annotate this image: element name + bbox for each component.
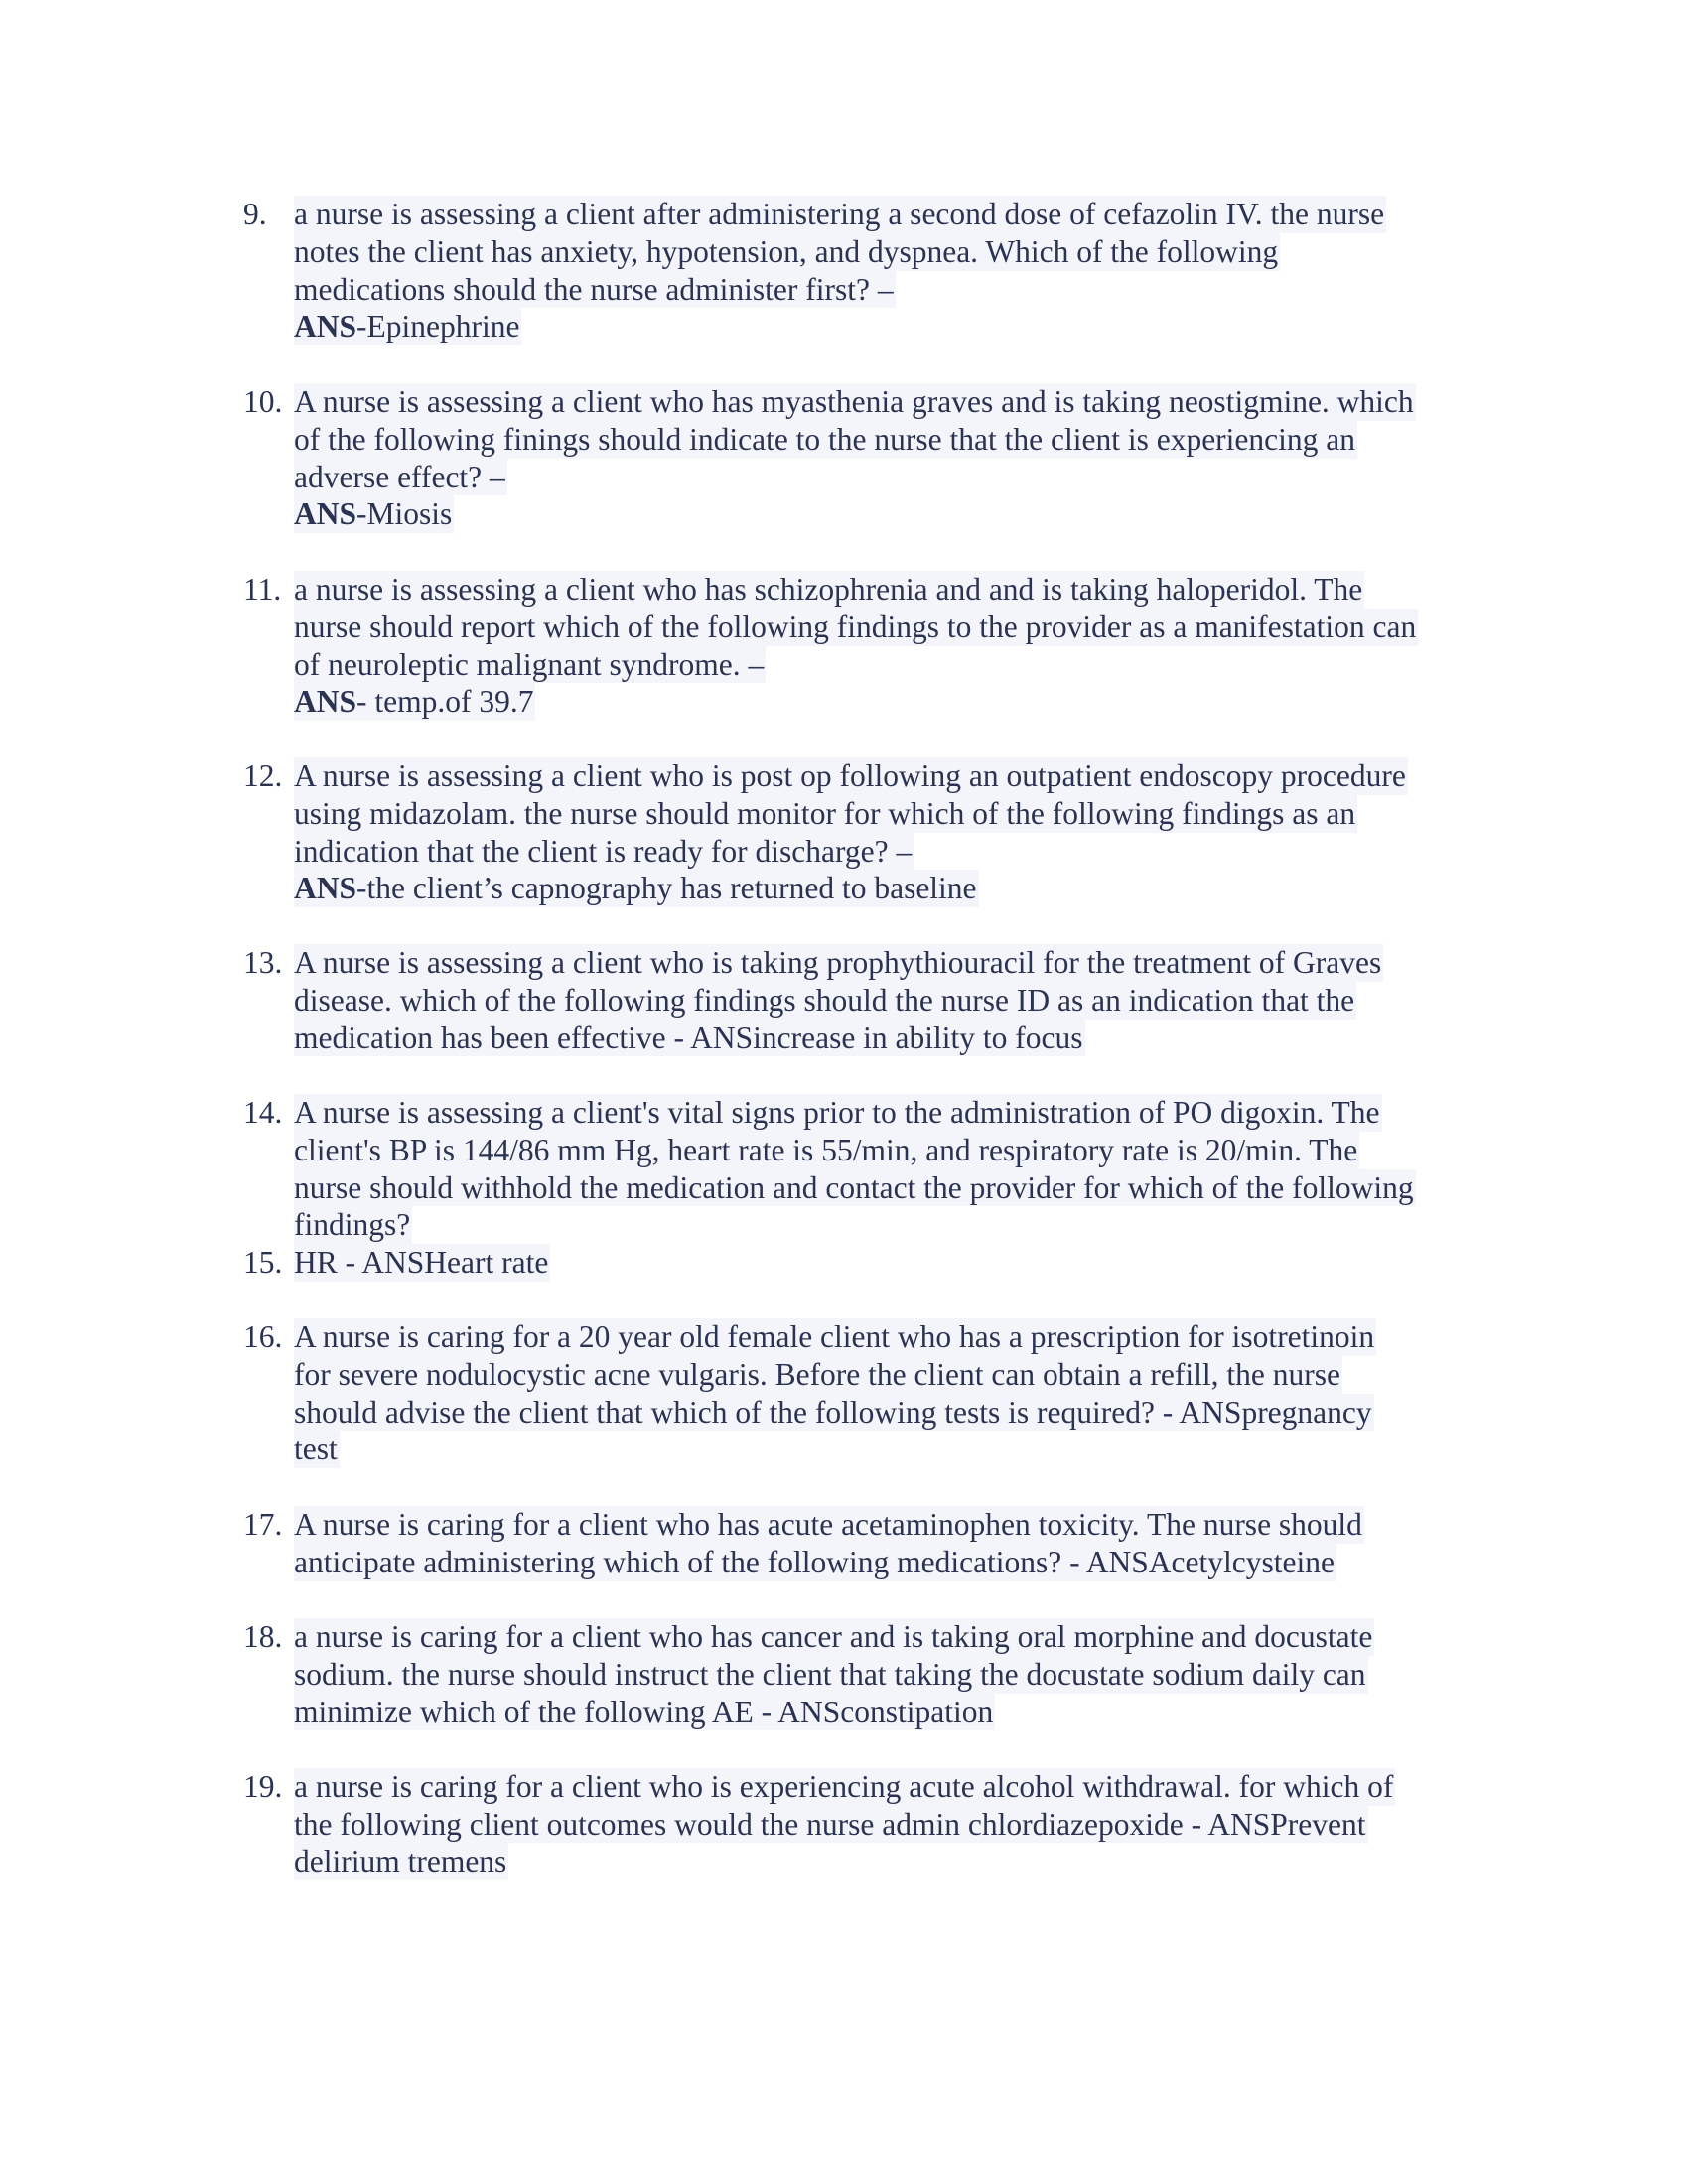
question-text [294, 571, 1418, 721]
question-line: A nurse is assessing a client who has myasthenia graves and is taking neostigmine. which [294, 384, 1414, 419]
question-line: for severe nodulocystic acne vulgaris. Before the client can obtain a refill, the nurse [294, 1356, 1340, 1392]
question-text [294, 757, 1408, 907]
question-line: indication that the client is ready for discharge? – [294, 833, 913, 869]
answer-line [294, 495, 454, 533]
answer-text: -the client’s capnography has returned to baseline [356, 871, 977, 906]
question-text [294, 944, 1383, 1056]
question-text [294, 196, 1386, 345]
question-number: 9. [243, 197, 267, 231]
answer-line [294, 308, 521, 345]
question-line: sodium. the nurse should instruct the client that taking the docustate sodium daily can [294, 1656, 1366, 1692]
question-text [294, 1768, 1395, 1880]
question-line: a nurse is caring for a client who has cancer and is taking oral morphine and docustate [294, 1619, 1373, 1654]
question-number: 12. [243, 758, 283, 793]
question-text [294, 1506, 1364, 1581]
question-line: test [294, 1432, 338, 1467]
answer-text: - temp.of 39.7 [356, 684, 534, 720]
question-text [294, 1318, 1376, 1468]
question-line: nurse should report which of the following findings to the provider as a manifestation can [294, 609, 1417, 644]
question-line: A nurse is assessing a client who is post op following an outpatient endoscopy procedure [294, 758, 1406, 793]
question-line: using midazolam. the nurse should monitor for which of the following findings as an [294, 795, 1356, 831]
question-number: 17. [243, 1507, 283, 1542]
answer-label: ANS [294, 684, 357, 720]
question-line: disease. which of the following findings should the nurse ID as an indication that the [294, 982, 1355, 1018]
answer-line [294, 870, 979, 907]
question-line: a nurse is caring for a client who is experiencing acute alcohol withdrawal. for which of [294, 1769, 1394, 1804]
question-text [294, 383, 1416, 533]
question-line: the following client outcomes would the nurse admin chlordiazepoxide - ANSPrevent [294, 1806, 1366, 1842]
question-line: notes the client has anxiety, hypotension, and dyspnea. Which of the following [294, 233, 1279, 269]
question-number: 13. [243, 945, 283, 980]
question-number: 19. [243, 1769, 283, 1804]
question-line: A nurse is assessing a client's vital signs prior to the administration of PO digoxin. The [294, 1095, 1380, 1130]
question-line: findings? [294, 1207, 411, 1243]
answer-label: ANS [294, 871, 357, 906]
question-text [294, 1094, 1416, 1244]
question-line: delirium tremens [294, 1843, 507, 1879]
question-number: 15. [243, 1245, 283, 1280]
question-line: A nurse is caring for a 20 year old female client who has a prescription for isotretinoin [294, 1319, 1375, 1354]
question-line: should advise the client that which of the following tests is required? - ANSpregnancy [294, 1394, 1372, 1430]
question-line: A nurse is caring for a client who has acute acetaminophen toxicity. The nurse should [294, 1507, 1362, 1542]
question-number: 10. [243, 384, 283, 419]
question-line: minimize which of the following AE - ANSconstipation [294, 1694, 994, 1729]
question-text [294, 1244, 550, 1282]
question-number: 11. [243, 572, 282, 607]
question-line: medication has been effective - ANSincrease in ability to focus [294, 1020, 1083, 1055]
question-line: of neuroleptic malignant syndrome. – [294, 646, 765, 682]
answer-text: -Epinephrine [356, 309, 520, 344]
question-line: adverse effect? – [294, 459, 505, 494]
answer-label: ANS [294, 309, 357, 344]
question-number: 14. [243, 1095, 283, 1130]
question-line: nurse should withhold the medication and contact the provider for which of the following [294, 1169, 1414, 1205]
answer-label: ANS [294, 496, 357, 532]
question-line: medications should the nurse administer first? – [294, 271, 894, 307]
question-line: anticipate administering which of the following medications? - ANSAcetylcysteine [294, 1544, 1335, 1579]
question-line: of the following finings should indicate to the nurse that the client is experiencing an [294, 421, 1355, 457]
question-line: A nurse is assessing a client who is taking prophythiouracil for the treatment of Graves [294, 945, 1382, 980]
question-line: client's BP is 144/86 mm Hg, heart rate is 55/min, and respiratory rate is 20/min. The [294, 1132, 1358, 1167]
question-number: 18. [243, 1619, 283, 1654]
question-text [294, 1618, 1374, 1730]
question-line: HR - ANSHeart rate [294, 1245, 549, 1280]
question-number: 16. [243, 1319, 283, 1354]
question-line: a nurse is assessing a client who has schizophrenia and and is taking haloperidol. The [294, 572, 1363, 607]
question-line: a nurse is assessing a client after administering a second dose of cefazolin IV. the nurse [294, 197, 1385, 231]
answer-line [294, 683, 535, 721]
answer-text: -Miosis [356, 496, 453, 532]
